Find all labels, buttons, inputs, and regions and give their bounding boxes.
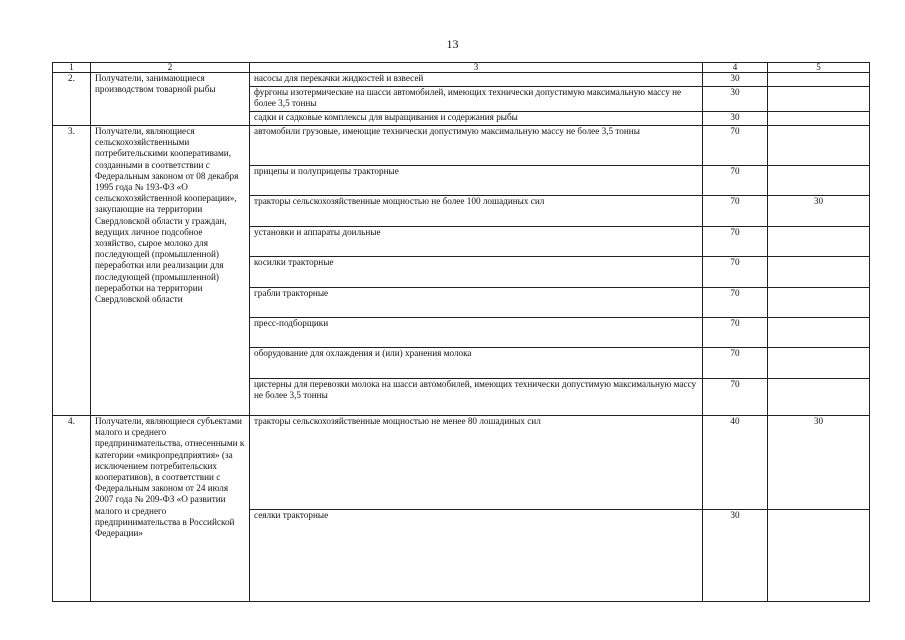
row-number: 4. xyxy=(53,416,91,602)
header-cell: 5 xyxy=(768,63,870,73)
rate-cell xyxy=(768,288,870,318)
header-cell: 1 xyxy=(53,63,91,73)
rate-cell: 30 xyxy=(768,196,870,227)
item-cell: насосы для перекачки жидкостей и взвесей xyxy=(250,73,703,87)
item-cell: цистерны для перевозки молока на шасси автомобилей, имеющих технически допустимую максимальную массу не более 3,5 тонны xyxy=(250,379,703,416)
rate-cell xyxy=(768,227,870,257)
rate-cell: 70 xyxy=(703,288,768,318)
header-cell: 4 xyxy=(703,63,768,73)
recipient-cell: Получатели, являющиеся сельскохозяйственными потребительскими кооперативами, созданными в соответствии с Федеральным законом от 08 декабря 1995 года № 193-ФЗ «О сельскохозяйственной кооперации», закупающие на территории Свердловской области у граждан, ведущих личное подсобное хозяйство, сырое молоко для последующей (промышленной) переработки или реализации для последующей (промышленной) переработки на территории Свердловской области xyxy=(91,126,250,416)
item-cell: фургоны изотермические на шасси автомобилей, имеющих технически допустимую максимальную массу не более 3,5 тонны xyxy=(250,87,703,112)
page-number: 13 xyxy=(446,37,459,51)
table-header-row xyxy=(53,63,870,73)
row-number: 2. xyxy=(53,73,91,126)
rate-cell: 30 xyxy=(703,112,768,126)
table-row xyxy=(53,416,870,510)
rate-cell: 70 xyxy=(703,227,768,257)
rate-cell xyxy=(768,379,870,416)
rate-cell: 30 xyxy=(768,416,870,510)
rate-cell xyxy=(768,112,870,126)
item-cell: сеялки тракторные xyxy=(250,510,703,602)
item-cell: пресс-подборщики xyxy=(250,318,703,348)
recipient-cell: Получатели, являющиеся субъектами малого и среднего предпринимательства, отнесенными к категории «микропредприятия» (за исключением потребительских кооперативов), в соответствии с Федеральным законом от 24 июля 2007 года № 209-ФЗ «О развитии малого и среднего предпринимательства в Российской Федерации» xyxy=(91,416,250,602)
rate-cell: 40 xyxy=(703,416,768,510)
header-cell: 2 xyxy=(91,63,250,73)
item-cell: установки и аппараты доильные xyxy=(250,227,703,257)
rate-cell: 70 xyxy=(703,318,768,348)
rate-cell: 70 xyxy=(703,196,768,227)
table-row xyxy=(53,73,870,87)
rate-cell xyxy=(768,73,870,87)
rate-cell: 30 xyxy=(703,510,768,602)
rate-cell: 30 xyxy=(703,87,768,112)
item-cell: грабли тракторные xyxy=(250,288,703,318)
recipient-cell: Получатели, занимающиеся производством товарной рыбы xyxy=(91,73,250,126)
rate-cell: 70 xyxy=(703,166,768,196)
item-cell: косилки тракторные xyxy=(250,257,703,288)
item-cell: прицепы и полуприцепы тракторные xyxy=(250,166,703,196)
rate-cell xyxy=(768,166,870,196)
item-cell: садки и садковые комплексы для выращивания и содержания рыбы xyxy=(250,112,703,126)
rate-cell: 70 xyxy=(703,379,768,416)
rate-cell xyxy=(768,257,870,288)
subsidy-table xyxy=(52,62,870,602)
item-cell: тракторы сельскохозяйственные мощностью не менее 80 лошадиных сил xyxy=(250,416,703,510)
rate-cell xyxy=(768,510,870,602)
item-cell: тракторы сельскохозяйственные мощностью не более 100 лошадиных сил xyxy=(250,196,703,227)
rate-cell xyxy=(768,348,870,379)
rate-cell: 30 xyxy=(703,73,768,87)
header-cell: 3 xyxy=(250,63,703,73)
row-number: 3. xyxy=(53,126,91,416)
rate-cell: 70 xyxy=(703,348,768,379)
item-cell: автомобили грузовые, имеющие технически допустимую максимальную массу не более 3,5 тонны xyxy=(250,126,703,166)
rate-cell xyxy=(768,318,870,348)
rate-cell: 70 xyxy=(703,257,768,288)
item-cell: оборудование для охлаждения и (или) хранения молока xyxy=(250,348,703,379)
table-row xyxy=(53,126,870,166)
rate-cell xyxy=(768,87,870,112)
rate-cell: 70 xyxy=(703,126,768,166)
rate-cell xyxy=(768,126,870,166)
